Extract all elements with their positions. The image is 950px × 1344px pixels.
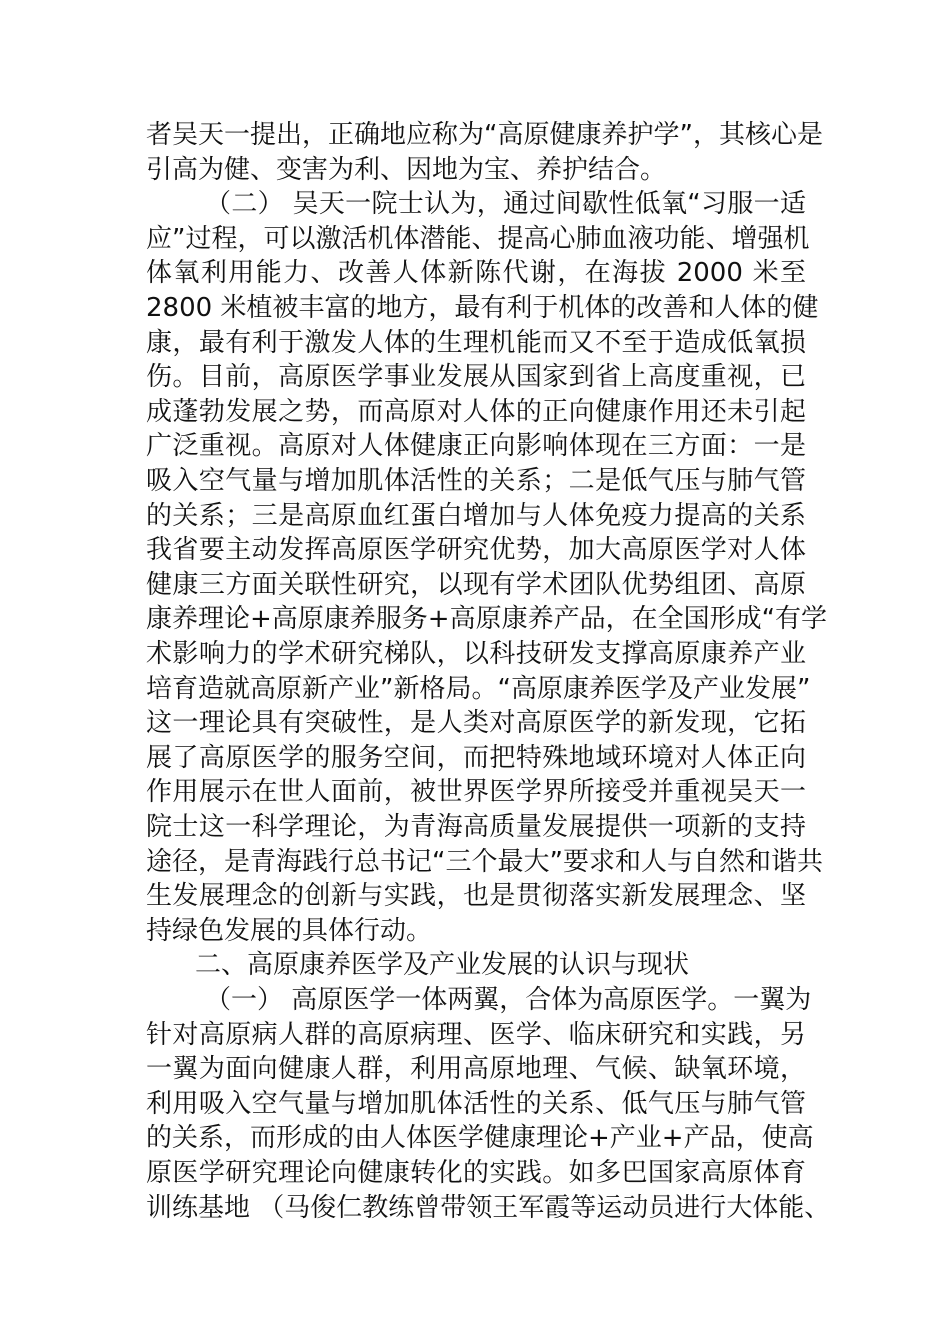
text-line: 吸入空气量与增加肌体活性的关系；二是低气压与肺气管 xyxy=(146,466,806,496)
text-line: 伤。目前，高原医学事业发展从国家到省上高度重视，已 xyxy=(146,362,806,393)
text-line: 者吴天一提出，正确地应称为“高原健康养护学”，其核心是 xyxy=(146,120,823,150)
text-line: 康，最有利于激发人体的生理机能而又不至于造成低氧损 xyxy=(146,327,806,358)
text-line: 体氧利用能力、改善人体新陈代谢，在海拔 2000 米至 xyxy=(146,258,806,289)
text-line: 原医学研究理论向健康转化的实践。如多巴国家高原体育 xyxy=(146,1158,806,1188)
text-line: 训练基地 （马俊仁教练曾带领王军霞等运动员进行大体能、 xyxy=(146,1192,831,1223)
text-line: （二） 吴天一院士认为，通过间歇性低氧“习服一适 xyxy=(205,189,806,220)
text-line: 引高为健、变害为利、因地为宝、养护结合。 xyxy=(146,154,667,185)
text-line: 培育造就高原新产业”新格局。“高原康养医学及产业发展” xyxy=(146,673,811,704)
text-line: 院士这一科学理论，为青海高质量发展提供一项新的支持 xyxy=(146,812,806,842)
text-line: 持绿色发展的具体行动。 xyxy=(146,915,433,946)
text-line: 我省要主动发挥高原医学研究优势，加大高原医学对人体 xyxy=(146,535,806,566)
text-line: 这一理论具有突破性，是人类对高原医学的新发现，它拓 xyxy=(146,708,806,739)
text-line: 康养理论+高原康养服务+高原康养产品，在全国形成“有学 xyxy=(146,604,828,635)
text-line: 展了高原医学的服务空间，而把特殊地域环境对人体正向 xyxy=(146,742,806,773)
text-line: （一） 高原医学一体两翼，合体为高原医学。一翼为 xyxy=(205,985,812,1015)
text-line: 术影响力的学术研究梯队，以科技研发支撑高原康养产业 xyxy=(146,639,806,669)
section-heading: 二、高原康养医学及产业发展的认识与现状 xyxy=(195,950,690,981)
text-line: 的关系，而形成的由人体医学健康理论+产业+产品，使高 xyxy=(146,1123,814,1154)
text-line: 健康三方面关联性研究，以现有学术团队优势组团、高原 xyxy=(146,569,806,600)
text-line: 作用展示在世人面前，被世界医学界所接受并重视吴天一 xyxy=(146,777,806,808)
text-line: 利用吸入空气量与增加肌体活性的关系、低气压与肺气管 xyxy=(146,1088,806,1119)
text-line: 针对高原病人群的高原病理、医学、临床研究和实践，另 xyxy=(146,1019,806,1050)
text-line: 广泛重视。高原对人体健康正向影响体现在三方面：一是 xyxy=(146,431,806,462)
text-line: 途径，是青海践行总书记“三个最大”要求和人与自然和谐共 xyxy=(146,846,823,877)
text-line: 的关系；三是高原血红蛋白增加与人体免疫力提高的关系 xyxy=(146,500,806,531)
text-line: 生发展理念的创新与实践，也是贯彻落实新发展理念、坚 xyxy=(146,881,806,912)
text-line: 2800 米植被丰富的地方，最有利于机体的改善和人体的健 xyxy=(146,293,819,323)
text-line: 应”过程，可以激活机体潜能、提高心肺血液功能、增强机 xyxy=(146,223,810,254)
text-line: 一翼为面向健康人群，利用高原地理、气候、缺氧环境， xyxy=(146,1054,806,1085)
text-line: 成蓬勃发展之势，而高原对人体的正向健康作用还未引起 xyxy=(146,396,806,427)
